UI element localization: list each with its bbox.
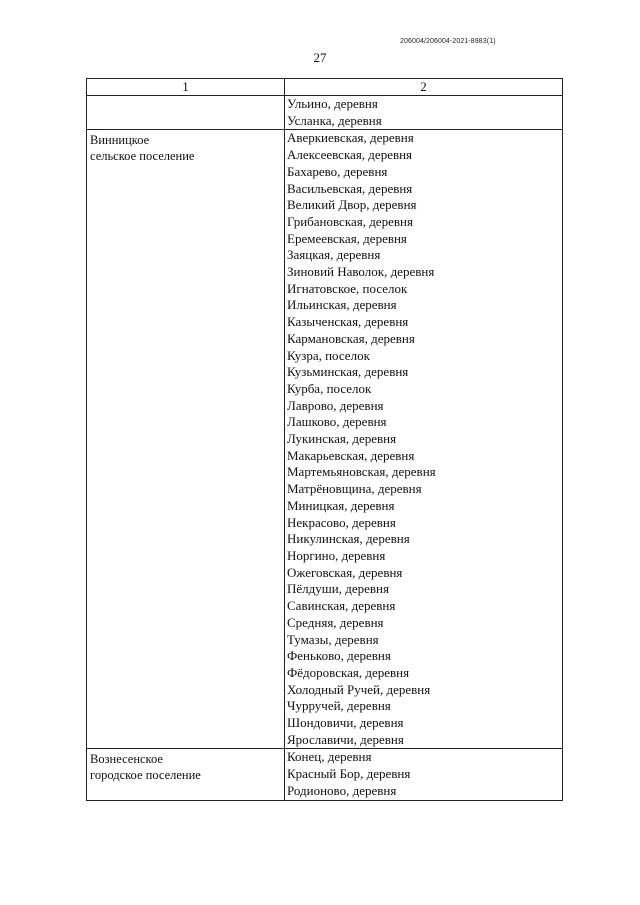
settlement-item: Курба, поселок <box>287 380 372 396</box>
settlement-item: Никулинская, деревня <box>287 531 410 547</box>
settlement-item: Кузьминская, деревня <box>287 364 409 380</box>
settlement-item: Васильевская, деревня <box>287 180 413 196</box>
settlement-item: Некрасово, деревня <box>287 514 396 530</box>
table-row <box>87 749 563 800</box>
page-number: 27 <box>313 50 327 65</box>
settlement-item: Матрёновщина, деревня <box>287 481 422 497</box>
settlement-item: Ожеговская, деревня <box>287 564 403 580</box>
settlement-item: Лашково, деревня <box>287 414 387 430</box>
settlement-item: Усланка, деревня <box>287 112 382 128</box>
settlement-item: Родионово, деревня <box>287 782 397 798</box>
settlement-item: Ульино, деревня <box>287 96 378 111</box>
settlement-item: Грибановская, деревня <box>287 213 413 229</box>
settlement-item: Игнатовское, поселок <box>287 280 408 296</box>
settlement-item: Чурручей, деревня <box>287 698 391 714</box>
municipality-name-line: сельское поселение <box>90 149 195 164</box>
settlement-item: Мартемьяновская, деревня <box>287 464 436 480</box>
settlement-item: Феньково, деревня <box>287 648 391 664</box>
settlement-item: Ярославичи, деревня <box>287 731 404 747</box>
settlement-item: Красный Бор, деревня <box>287 766 411 782</box>
settlements-table <box>86 78 563 801</box>
settlements-cell <box>285 96 563 130</box>
municipality-name-line: Вознесенское <box>90 752 163 767</box>
settlement-item: Пёлдуши, деревня <box>287 581 389 597</box>
settlement-item: Аверкиевская, деревня <box>287 130 414 146</box>
settlement-item: Казыченская, деревня <box>287 314 409 330</box>
settlement-item: Зиновий Наволок, деревня <box>287 264 435 280</box>
settlements-cell <box>285 749 563 800</box>
settlement-item: Тумазы, деревня <box>287 631 379 647</box>
settlement-item: Лаврово, деревня <box>287 397 384 413</box>
settlement-item: Конец, деревня <box>287 749 372 765</box>
document-id: 206004/206004-2021-8983(1) <box>400 38 496 45</box>
settlement-item: Еремеевская, деревня <box>287 230 407 246</box>
municipality-name-line: Винницкое <box>90 133 150 148</box>
table-row <box>87 130 563 749</box>
settlement-item: Норгино, деревня <box>287 547 386 563</box>
settlements-cell <box>285 130 563 749</box>
settlement-item: Макарьевская, деревня <box>287 447 415 463</box>
settlement-item: Великий Двор, деревня <box>287 197 417 213</box>
settlement-item: Лукинская, деревня <box>287 431 397 447</box>
column-header-1: 1 <box>87 79 285 96</box>
settlement-item: Миницкая, деревня <box>287 497 395 513</box>
settlement-item: Алексеевская, деревня <box>287 147 413 163</box>
settlement-item: Средняя, деревня <box>287 614 384 630</box>
settlement-item: Холодный Ручей, деревня <box>287 681 431 697</box>
settlement-item: Кузра, поселок <box>287 347 370 363</box>
municipality-cell <box>87 96 285 130</box>
settlement-item: Заяцкая, деревня <box>287 247 381 263</box>
settlement-item: Ильинская, деревня <box>287 297 397 313</box>
municipality-name-line: городское поселение <box>90 768 201 783</box>
settlement-item: Фёдоровская, деревня <box>287 664 410 680</box>
table-row <box>87 96 563 130</box>
table-header-row <box>87 79 563 96</box>
municipality-cell <box>87 130 285 749</box>
column-header-2: 2 <box>285 79 563 96</box>
settlement-item: Кармановская, деревня <box>287 330 415 346</box>
settlement-item: Савинская, деревня <box>287 598 396 614</box>
settlement-item: Шондовичи, деревня <box>287 715 404 731</box>
settlement-item: Бахарево, деревня <box>287 163 388 179</box>
municipality-cell <box>87 749 285 800</box>
